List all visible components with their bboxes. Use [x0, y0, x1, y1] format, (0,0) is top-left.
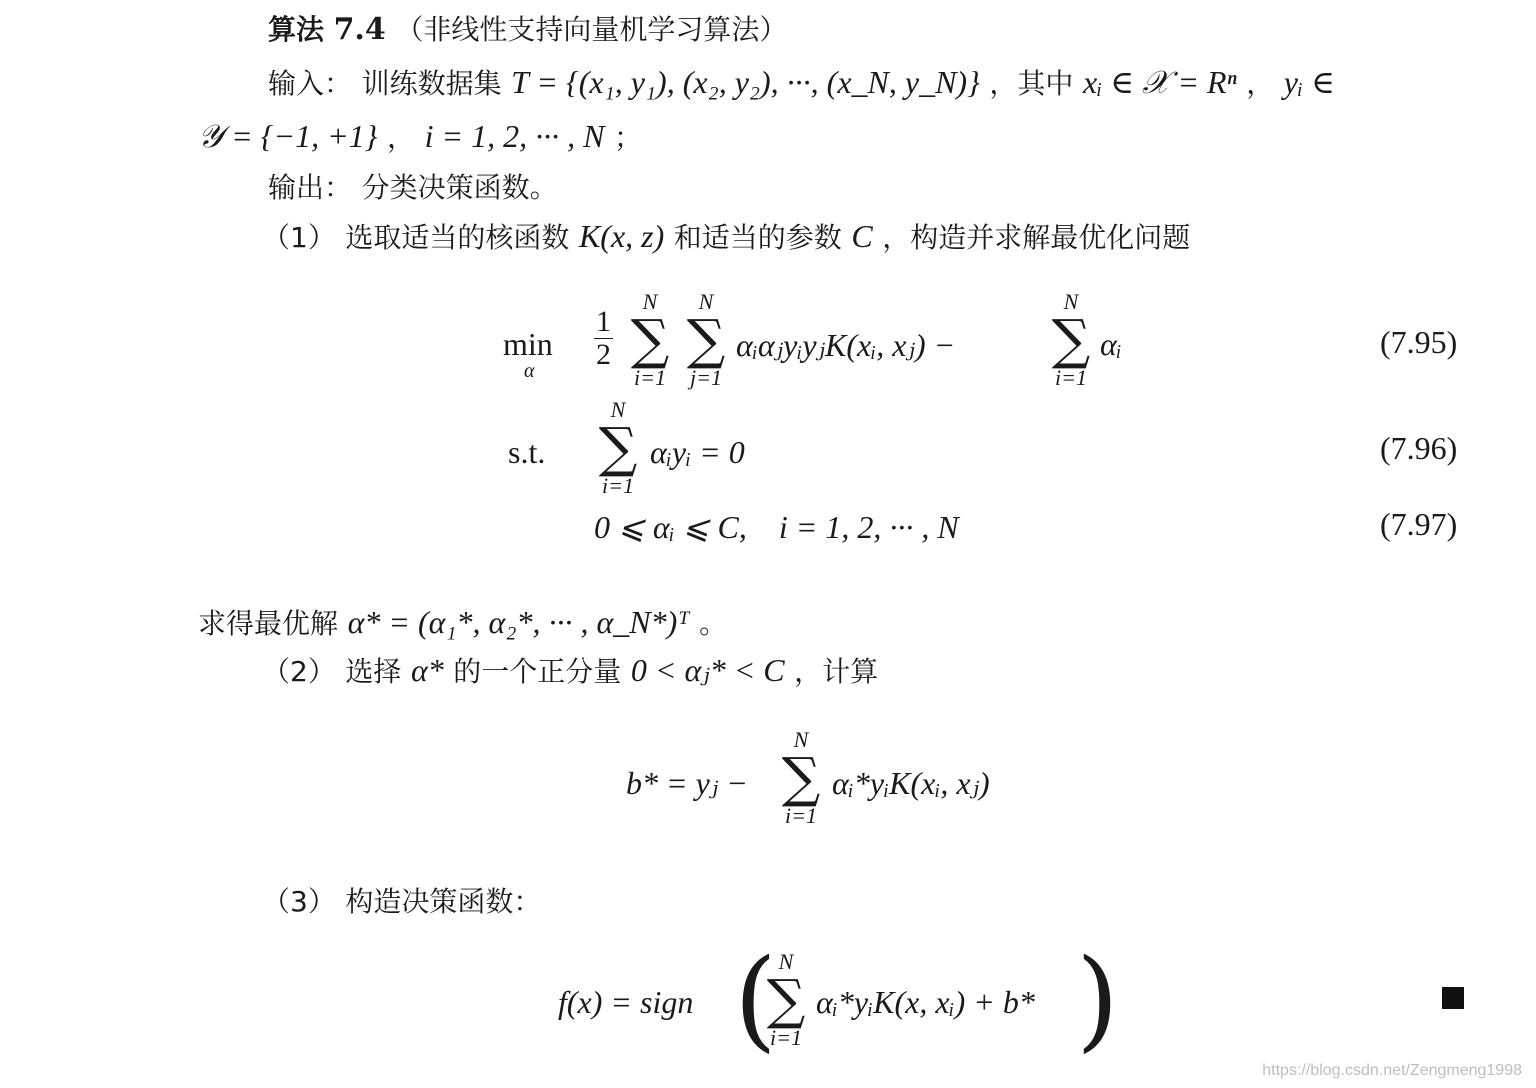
sum-j-lower: j=1: [690, 365, 722, 390]
sum-j-symbol: ∑: [686, 308, 726, 371]
algorithm-title: [268, 10, 787, 50]
solution-formula: α* = (α₁*, α₂*, ··· , α_N*)ᵀ: [347, 604, 690, 640]
min-operator: [503, 326, 553, 363]
input-comma-2: ，: [387, 121, 416, 154]
step2-text-2: 的一个正分量: [453, 655, 622, 688]
input-comma: ，: [1246, 67, 1275, 100]
input-index-range: i = 1, 2, ··· , N: [424, 118, 605, 154]
st-label: s.t.: [508, 434, 546, 470]
step1-text-3: ，构造并求解最优化问题: [882, 221, 1191, 254]
eq97-body: 0 ⩽ αᵢ ⩽ C, i = 1, 2, ··· , N: [594, 509, 959, 545]
b-equation-lhs: b* = yⱼ −: [626, 765, 748, 801]
sum-i-lower: i=1: [634, 365, 666, 390]
solution-end: 。: [699, 607, 728, 640]
input-text: 训练数据集: [361, 67, 502, 100]
algorithm-label: 算法: [268, 13, 325, 46]
step1-line: [262, 216, 1190, 258]
eq96-body: αᵢyᵢ = 0: [650, 434, 745, 470]
step2-text: 选择: [345, 655, 402, 688]
sum-f-upper: N: [778, 949, 794, 974]
step1-text-2: 和适当的参数: [673, 221, 842, 254]
solution-line: [198, 602, 727, 644]
sum-b-symbol: ∑: [781, 746, 821, 809]
algorithm-subtitle: （非线性支持向量机学习算法）: [395, 13, 788, 46]
output-label: 输出：: [268, 171, 353, 204]
qed-square-icon: [1442, 987, 1464, 1009]
step1-kernel: K(x, z): [578, 218, 665, 254]
decision-function-lhs: f(x) = sign: [558, 984, 694, 1020]
input-text-where: ，其中: [989, 67, 1074, 100]
output-line: [268, 168, 558, 208]
input-line-2: [198, 116, 642, 158]
input-condition-x: xᵢ ∈ 𝒳 = Rⁿ: [1082, 64, 1237, 100]
left-big-paren: (: [734, 935, 777, 1063]
sum-j-upper: N: [698, 289, 714, 314]
min-label: min: [503, 326, 553, 362]
sum-i-2-lower: i=1: [1055, 365, 1087, 390]
sum-f-lower: i=1: [770, 1025, 802, 1050]
step1-text: 选取适当的核函数: [345, 221, 570, 254]
sum-b: [775, 728, 827, 828]
half-numerator: 1: [596, 305, 611, 338]
eq97-number: (7.97): [1380, 506, 1458, 542]
sum-i-2-upper: N: [1063, 289, 1079, 314]
input-condition-y-start: yᵢ ∈: [1283, 64, 1335, 100]
sum-i-2-symbol: ∑: [1051, 308, 1091, 371]
input-dataset: T = {(x₁, y₁), (x₂, y₂), ···, (x_N, y_N)}: [511, 64, 980, 100]
input-end: ；: [613, 121, 642, 154]
step2-condition: 0 < αⱼ* < C: [630, 652, 785, 688]
sum-i-2: [1045, 290, 1097, 390]
step1-label: （1）: [262, 221, 336, 254]
step1-param: C: [851, 218, 873, 254]
step2-text-3: ，计算: [794, 655, 879, 688]
eq95-tail: αᵢ: [1100, 326, 1122, 362]
sum-j: [680, 290, 732, 390]
sum-constraint-lower: i=1: [602, 473, 634, 498]
eq95-body: αᵢαⱼyᵢyⱼK(xᵢ, xⱼ) −: [736, 327, 956, 363]
step2-line: [262, 650, 878, 692]
sum-b-upper: N: [793, 727, 809, 752]
sum-constraint-upper: N: [610, 397, 626, 422]
sum-i-upper: N: [642, 289, 658, 314]
step2-alpha: α*: [410, 652, 444, 688]
watermark: https://blog.csdn.net/Zengmeng1998: [1262, 1062, 1522, 1079]
output-text: 分类决策函数。: [361, 171, 558, 204]
eq96-number: (7.96): [1380, 430, 1458, 466]
b-equation-rhs: αᵢ*yᵢK(xᵢ, xⱼ): [832, 765, 990, 801]
input-label: 输入：: [268, 67, 353, 100]
sum-f: [760, 950, 812, 1050]
step3-label: （3）: [262, 885, 336, 918]
step3-text: 构造决策函数：: [345, 885, 542, 918]
step3-line: [262, 882, 541, 922]
sum-f-symbol: ∑: [766, 968, 806, 1031]
algorithm-number: 7.4: [333, 12, 386, 47]
solution-text: 求得最优解: [198, 607, 339, 640]
eq95-number: (7.95): [1380, 324, 1458, 360]
half-denominator: 2: [596, 338, 611, 371]
step2-label: （2）: [262, 655, 336, 688]
half-fraction: [594, 306, 613, 371]
right-big-paren: ): [1076, 935, 1119, 1063]
input-condition-y-set: 𝒴 = {−1, +1}: [198, 118, 378, 154]
sum-i: [624, 290, 676, 390]
sum-b-lower: i=1: [785, 803, 817, 828]
min-subscript: α: [524, 360, 535, 382]
sum-i-symbol: ∑: [630, 308, 670, 371]
input-line: [268, 62, 1335, 104]
decision-function-body: αᵢ*yᵢK(x, xᵢ) + b*: [816, 984, 1035, 1020]
sum-constraint-symbol: ∑: [598, 416, 638, 479]
sum-constraint: [592, 398, 644, 498]
